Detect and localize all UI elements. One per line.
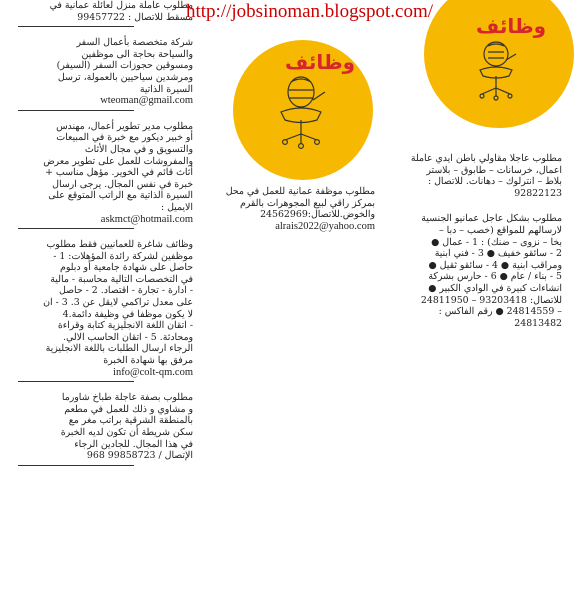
blog-url[interactable]: http://jobsinoman.blogspot.com/ [186, 1, 433, 22]
ads-column-middle [215, 186, 375, 246]
ad-line: الرجاء ارسال الطلبات باللغة الانجليزية [45, 343, 193, 355]
ad-line: الإتصال / 99858723 968 [86, 450, 193, 462]
ad-line: لا يكون موظفا في وظيفة دائمة.4 [62, 308, 193, 320]
job-ad-2 [18, 37, 193, 111]
ads-column-left [18, 0, 193, 476]
ad-email[interactable]: askmct@hotmail.com [100, 213, 193, 225]
ad-line: ومرشدين سياحيين بالعمولة، ترسل [57, 71, 193, 83]
ad-line: في هذا المجال. للجادين الرجاء [74, 438, 193, 450]
ad-line: للاتصال: 93203418 – 24811950 [420, 294, 562, 306]
ad-line: لارسالهم للمواقع (خصب – دبا – [438, 224, 562, 236]
job-ad-5 [18, 392, 193, 466]
ad-line: مطلوب عاجلا مقاولي باطن ايدي عاملة [410, 153, 562, 164]
ad-line: بخا – نزوى – ضنك) : 1 - عمال ● [431, 236, 562, 248]
ad-line: والتسويق و في مجال الأثاث [84, 143, 193, 155]
ad-line: ومراقب ابنية ● 4 - سائقو ثقيل ● [428, 259, 562, 271]
ad-line: ومحادثة. 5 - اتقان الحاسب الالي. [62, 331, 193, 343]
office-chair-icon [466, 40, 526, 104]
ad-line: ومسوقين حجوزات السفر (السيفر) [56, 60, 193, 72]
job-ad-1 [18, 0, 193, 27]
ad-line: وظائف شاغرة للعمانيين فقط مطلوب [46, 239, 193, 251]
ad-line: بلاط – انترلوك – دهانات. للاتصال : [427, 176, 562, 188]
ad-line: و مشاوي و ذلك للعمل في مطعم [64, 403, 193, 415]
ad-line: مطلوب بصفة عاجلة طباخ شاورما [61, 392, 193, 404]
ad-email[interactable]: info@colt-qm.com [113, 366, 193, 378]
ad-line: 24813482 [514, 317, 562, 329]
job-ad-4 [18, 239, 193, 382]
ad-line: مطلوب مدير تطوير أعمال، مهندس [56, 120, 193, 132]
ad-line: 5 - بناء / عام ● 6 - حارس بشركة [428, 271, 562, 283]
ad-line: انشاءات كبيرة في الوادي الكبير ● [428, 282, 562, 294]
ad-line: أو خبير ديكور مع خبرة في المبيعات [56, 132, 193, 144]
ad-line: اعمال، خرسانات – طابوق – بلاستر [426, 164, 562, 176]
ad-line: موظفين لشركة رائدة المؤهلات: 1 - [53, 250, 193, 262]
job-ad-8 [396, 213, 562, 333]
ad-line: على معدل تراكمي لايقل عن 3. 3 - ان [43, 297, 193, 309]
ad-line: مطلوب عاملة منزل لعائلة عمانية في [49, 0, 193, 11]
ad-line: 92822123 [514, 187, 562, 199]
ad-line: خبرة في نفس المجال. يرجى ارسال [52, 178, 193, 190]
ad-line: بمركز راقي لبيع المجوهرات بالقرم [239, 197, 375, 209]
ad-line: - اتقان اللغة الانجليزية كتابة وقراءة [57, 320, 193, 332]
office-chair-icon [269, 72, 333, 152]
ad-line: والسياحة بحاجة الى موظفين [81, 48, 193, 60]
ad-line: سكن شريطة أن تكون لديه الخبرة [60, 427, 193, 438]
ad-line: مطلوب موظفة عمانية للعمل في محل [225, 186, 375, 197]
job-ad-3 [18, 121, 193, 229]
ad-line: في التخصصات التالية محاسبة - مالية [50, 273, 193, 285]
ad-email[interactable]: wteoman@gmail.com [100, 95, 193, 107]
ad-line: السيرة الذاتية مع الراتب المتوقع على [48, 190, 193, 202]
ad-line: والمفروشات للعمل على تطوير معرض [43, 155, 193, 167]
ad-line: والخوض.للاتصال:24562969 [260, 209, 375, 221]
ad-line: - ادارة - تجارة - اقتصاد. 2 - حاصل [58, 285, 193, 297]
ad-line: مسقط للاتصال : 99457722 [77, 11, 193, 23]
badge-title: وظائف [476, 14, 547, 38]
job-ad-7 [396, 153, 562, 203]
job-ad-6 [215, 186, 375, 236]
ad-line: مطلوب بشكل عاجل عمانيو الجنسية [421, 213, 562, 225]
ad-line: أثاث قائم في الخوير. مؤهل مناسب + [45, 167, 193, 179]
ads-column-right [396, 153, 562, 343]
ad-line: مرفق بها شهادة الخبرة [103, 355, 193, 367]
badge-title: وظائف [285, 50, 356, 74]
ad-line: بالمنطقة الشرقية براتب مغر مع [68, 415, 193, 427]
jobs-badge-middle [233, 40, 373, 180]
ad-line: حاصل على شهادة جامعية أو دبلوم [60, 262, 193, 274]
ad-line: السيرة الذاتية [139, 83, 193, 95]
ad-email[interactable]: alrais2022@yahoo.com [275, 220, 375, 232]
ad-line: – 24814559 ● رقم الفاكس : [438, 306, 562, 318]
ad-line: الايميل : [160, 201, 193, 213]
ad-line: شركة متخصصة بأعمال السفر [76, 37, 193, 49]
ad-line: 2 - سائقو خفيف ● 3 - فني ابنية [434, 248, 562, 260]
